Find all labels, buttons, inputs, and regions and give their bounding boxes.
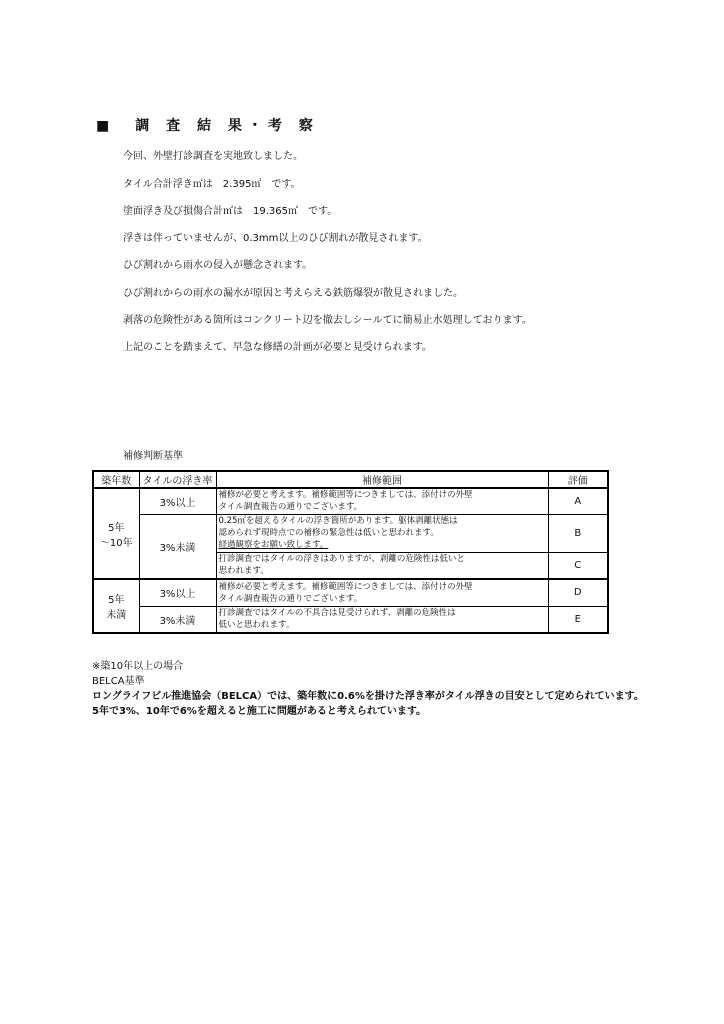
table-header-row [93, 471, 608, 488]
eval-cell: D [548, 579, 608, 606]
note-line: BELCA基準 [92, 676, 145, 687]
range-cell [216, 579, 548, 606]
range-line: 補修が必要と考えます。補修範囲等につきましては、添付けの外壁 [218, 490, 473, 501]
table-row [93, 514, 608, 552]
note-line: ロングライフビル推進協会（BELCA）では、築年数に0.6%を掛けた浮き率がタイル浮きの目安として定められています。 [92, 691, 644, 702]
paragraph: タイル合計浮き㎡は 2.395㎡ です。 [123, 179, 301, 190]
range-cell [216, 606, 548, 633]
rate-cell: 3%以上 [139, 579, 216, 606]
eval-cell: B [548, 514, 608, 552]
range-cell [216, 552, 548, 579]
paragraph: 剥落の危険性がある箇所はコンクリート辺を撤去しシールてに簡易止水処理しております。 [123, 315, 532, 326]
age-text: 5年 ～10年 [99, 522, 133, 549]
paragraph: 上記のことを踏まえて、早急な修繕の計画が必要と見受けられます。 [123, 342, 432, 353]
header-age: 築年数 [93, 471, 139, 488]
table-row [93, 488, 608, 514]
age-cell [93, 579, 139, 633]
paragraph: ひび割れからの雨水の漏水が原因と考えらえる鉄筋爆裂が散見されました。 [123, 288, 463, 299]
eval-cell: C [548, 552, 608, 579]
range-line: 低いと思われます。 [218, 620, 295, 631]
range-line: 認められず現時点での補修の緊急性は低いと思われます。 [218, 528, 439, 538]
range-line: 打診調査ではタイルの不具合は見受けられず、剥離の危険性は [218, 608, 456, 619]
age-cell [93, 488, 139, 579]
header-eval: 評価 [548, 471, 608, 488]
table-caption: 補修判断基準 [123, 451, 183, 462]
range-line: 思われます。 [218, 566, 269, 577]
rate-cell: 3%未満 [139, 606, 216, 633]
range-cell [216, 488, 548, 514]
paragraph: 浮きは伴っていませんが、0.3mm以上のひび割れが散見されます。 [123, 233, 428, 244]
range-line: タイル調査報告の通りでございます。 [218, 502, 363, 513]
section-heading: ■ 調 査 結 果・考 察 [96, 118, 319, 134]
rate-cell: 3%以上 [139, 488, 216, 514]
range-line: 経過観察をお願い致します。 [218, 540, 329, 550]
paragraph: ひび割れから雨水の侵入が懸念されます。 [123, 260, 313, 271]
rate-cell: 3%未満 [139, 514, 216, 579]
range-line: タイル調査報告の通りでございます。 [218, 593, 363, 604]
range-line: 打診調査ではタイルの浮きはありますが、剥離の危険性は低いと [218, 554, 465, 565]
header-range: 補修範囲 [216, 471, 548, 488]
table-row [93, 606, 608, 633]
note-line: ※築10年以上の場合 [92, 661, 184, 672]
eval-cell: E [548, 606, 608, 633]
paragraph: 今回、外壁打診調査を実地致しました。 [123, 151, 303, 162]
age-text: 5年 未満 [106, 595, 127, 621]
range-cell [216, 514, 548, 552]
repair-criteria-table [92, 470, 609, 634]
eval-cell: A [548, 488, 608, 514]
range-line: 0.25㎡を超えるタイルの浮き箇所があります。躯体剥離状態は [218, 516, 458, 526]
table-row [93, 579, 608, 606]
note-line: 5年で3%、10年で6%を超えると施工に問題があると考えられています。 [92, 706, 427, 717]
range-line: 補修が必要と考えます。補修範囲等につきましては、添付けの外壁 [218, 581, 473, 592]
notes-block [92, 659, 644, 719]
paragraph: 塗面浮き及び損傷合計㎡は 19.365㎡ です。 [123, 206, 338, 217]
header-rate: タイルの浮き率 [139, 471, 216, 488]
